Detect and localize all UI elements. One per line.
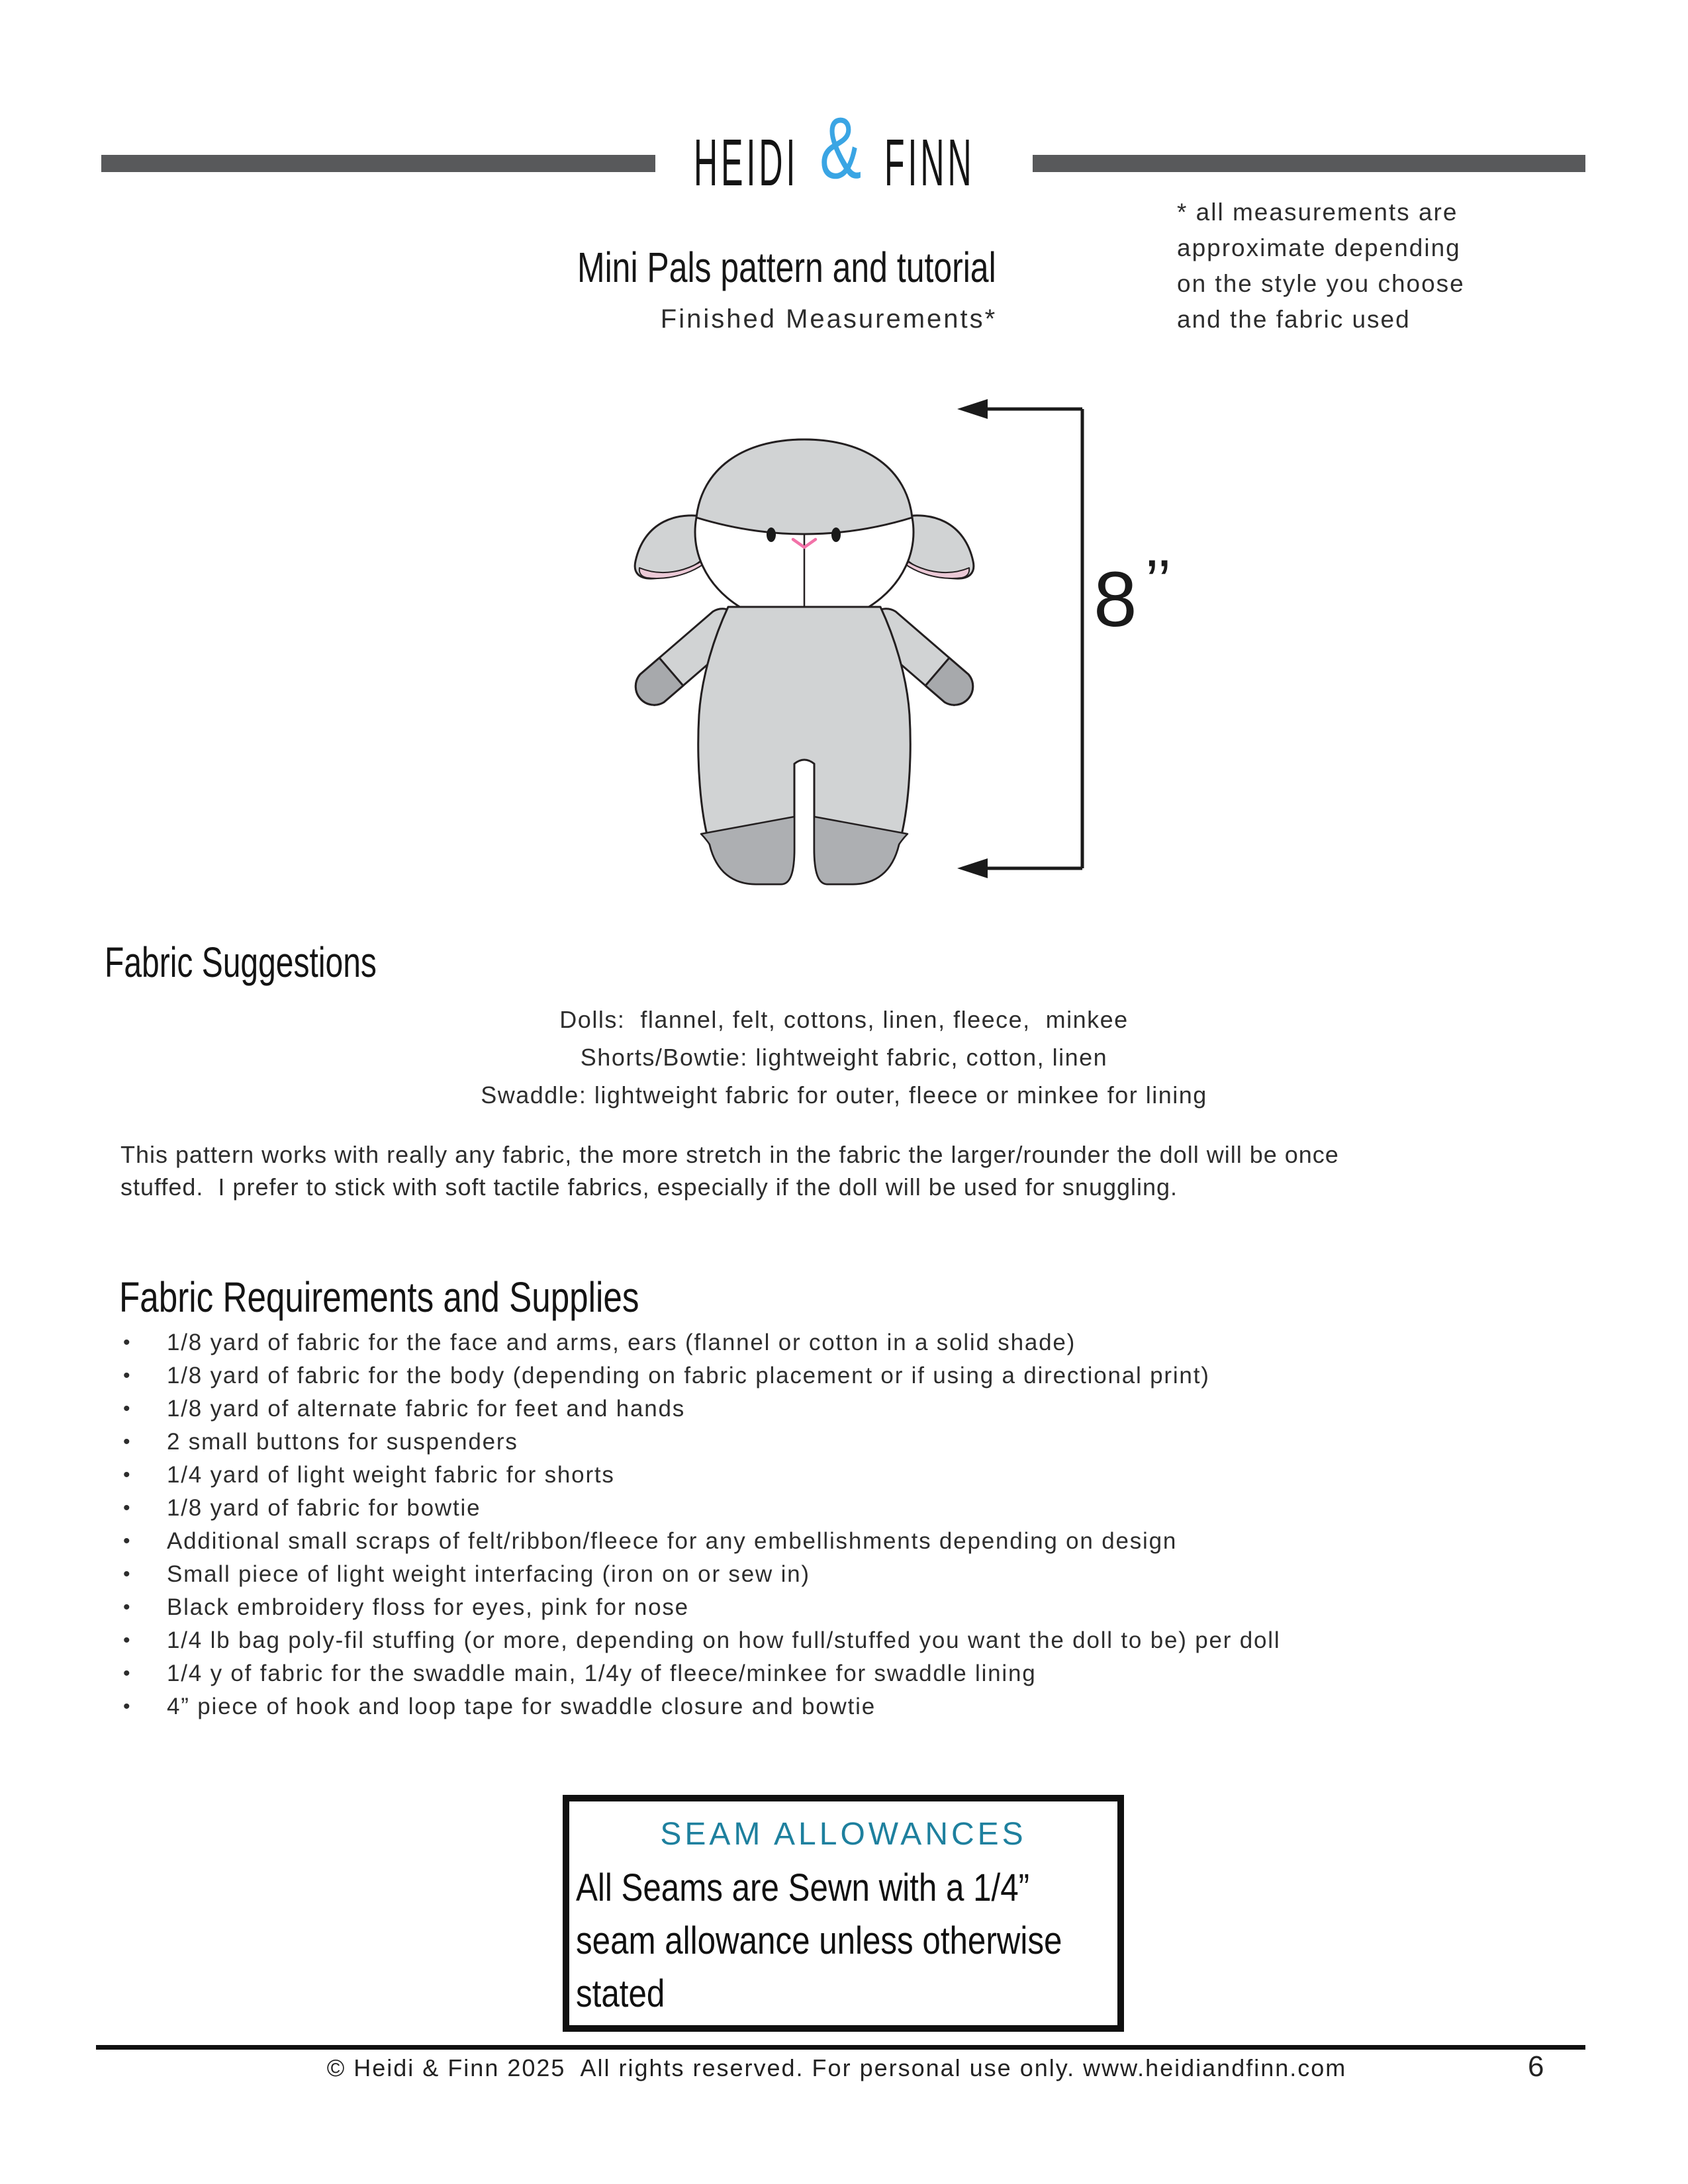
seam-line: seam allowance unless otherwise (576, 1919, 1062, 1962)
paragraph-line: stuffed. I prefer to stick with soft tactile fabrics, especially if the doll will be used for snuggling. (120, 1173, 1178, 1201)
suggestion-swaddle: Swaddle: lightweight fabric for outer, fleece or minkee for lining (481, 1081, 1207, 1109)
seam-line: All Seams are Sewn with a 1/4” (576, 1866, 1030, 1909)
left-eye (767, 527, 776, 542)
bullet-icon: • (123, 1365, 132, 1387)
bullet-icon: • (123, 1464, 132, 1486)
requirements-list (120, 1326, 1603, 1723)
height-dimension-value: 8 (1094, 556, 1137, 643)
bullet-icon: • (123, 1497, 132, 1519)
bullet-icon: • (123, 1696, 132, 1717)
requirement-text: Small piece of light weight interfacing (iron on or sew in) (167, 1561, 810, 1587)
bracket-lines (980, 409, 1082, 868)
note-line: on the style you choose (1177, 270, 1465, 297)
bullet-icon: • (123, 1596, 132, 1618)
measurement-note (1177, 195, 1465, 338)
header-rule-left (101, 155, 655, 172)
list-item (120, 1492, 1603, 1525)
requirement-text: 1/4 yard of light weight fabric for shorts (167, 1462, 615, 1488)
footer-rule (96, 2045, 1585, 2050)
doll-illustration (583, 377, 1244, 900)
requirement-text: Additional small scraps of felt/ribbon/fleece for any embellishments depending on design (167, 1528, 1178, 1554)
bullet-icon: • (123, 1530, 132, 1552)
seam-line: stated (576, 1972, 665, 2015)
list-item (120, 1657, 1603, 1690)
requirement-text: 1/8 yard of fabric for the face and arms, ears (flannel or cotton in a solid shade) (167, 1330, 1076, 1355)
bullet-icon: • (123, 1629, 132, 1651)
bullet-icon: • (123, 1431, 132, 1453)
note-line: and the fabric used (1177, 306, 1411, 333)
requirement-text: Black embroidery floss for eyes, pink for nose (167, 1594, 689, 1620)
dimension-bracket (957, 399, 1082, 878)
note-line: approximate depending (1177, 234, 1461, 261)
requirement-text: 1/8 yard of alternate fabric for feet and hands (167, 1396, 686, 1422)
header-rule-right (1033, 155, 1585, 172)
seam-allowances-body (569, 1862, 1117, 2021)
requirement-text: 1/8 yard of fabric for the body (depending on fabric placement or if using a directional print) (167, 1363, 1210, 1388)
paragraph-line: This pattern works with really any fabric, the more stretch in the fabric the larger/rounder the doll will be once (120, 1141, 1339, 1168)
note-line: * all measurements are (1177, 199, 1458, 226)
arrow-left-bottom-icon (957, 858, 988, 878)
page-title: Mini Pals pattern and tutorial (577, 244, 996, 291)
requirement-text: 4” piece of hook and loop tape for swaddle closure and bowtie (167, 1694, 876, 1719)
list-item (120, 1459, 1603, 1492)
right-eye (831, 527, 841, 542)
bullet-icon: • (123, 1332, 132, 1353)
list-item (120, 1690, 1603, 1723)
seam-allowances-heading: SEAM ALLOWANCES (660, 1817, 1027, 1852)
seam-allowances-box (563, 1795, 1124, 2032)
brand-ampersand-icon: & (820, 99, 862, 197)
suggestion-dolls: Dolls: flannel, felt, cottons, linen, fleece, minkee (559, 1006, 1129, 1033)
height-dimension-ticks: ’’ (1145, 548, 1172, 615)
list-item (120, 1525, 1603, 1558)
fabric-paragraph (120, 1138, 1636, 1203)
list-item (120, 1558, 1603, 1591)
brand-heidi: HEIDI (694, 126, 799, 200)
list-item (120, 1359, 1603, 1392)
fabric-suggestions-list (116, 1001, 1572, 1114)
page-number: 6 (1528, 2050, 1544, 2083)
list-item (120, 1624, 1603, 1657)
brand-finn: FINN (884, 126, 975, 200)
bullet-icon: • (123, 1563, 132, 1585)
suggestion-shorts-bowtie: Shorts/Bowtie: lightweight fabric, cotton, linen (580, 1044, 1108, 1071)
doll-lamb (635, 439, 974, 884)
list-item (120, 1326, 1603, 1359)
fabric-requirements-heading: Fabric Requirements and Supplies (119, 1273, 639, 1321)
bullet-icon: • (123, 1398, 132, 1420)
doll-cap (696, 439, 912, 534)
page-subtitle: Finished Measurements* (660, 304, 998, 334)
fabric-suggestions-heading: Fabric Suggestions (105, 938, 377, 986)
footer-copyright: © Heidi & Finn 2025 All rights reserved. For personal use only. www.heidiandfinn.com (326, 2054, 1347, 2081)
requirement-text: 1/4 y of fabric for the swaddle main, 1/4y of fleece/minkee for swaddle lining (167, 1661, 1037, 1686)
requirement-text: 1/4 lb bag poly-fil stuffing (or more, depending on how full/stuffed you want the doll to be) per doll (167, 1627, 1281, 1653)
list-item (120, 1426, 1603, 1459)
arrow-left-top-icon (957, 399, 988, 419)
list-item (120, 1392, 1603, 1426)
bullet-icon: • (123, 1662, 132, 1684)
requirement-text: 1/8 yard of fabric for bowtie (167, 1495, 481, 1521)
requirement-text: 2 small buttons for suspenders (167, 1429, 518, 1455)
list-item (120, 1591, 1603, 1624)
